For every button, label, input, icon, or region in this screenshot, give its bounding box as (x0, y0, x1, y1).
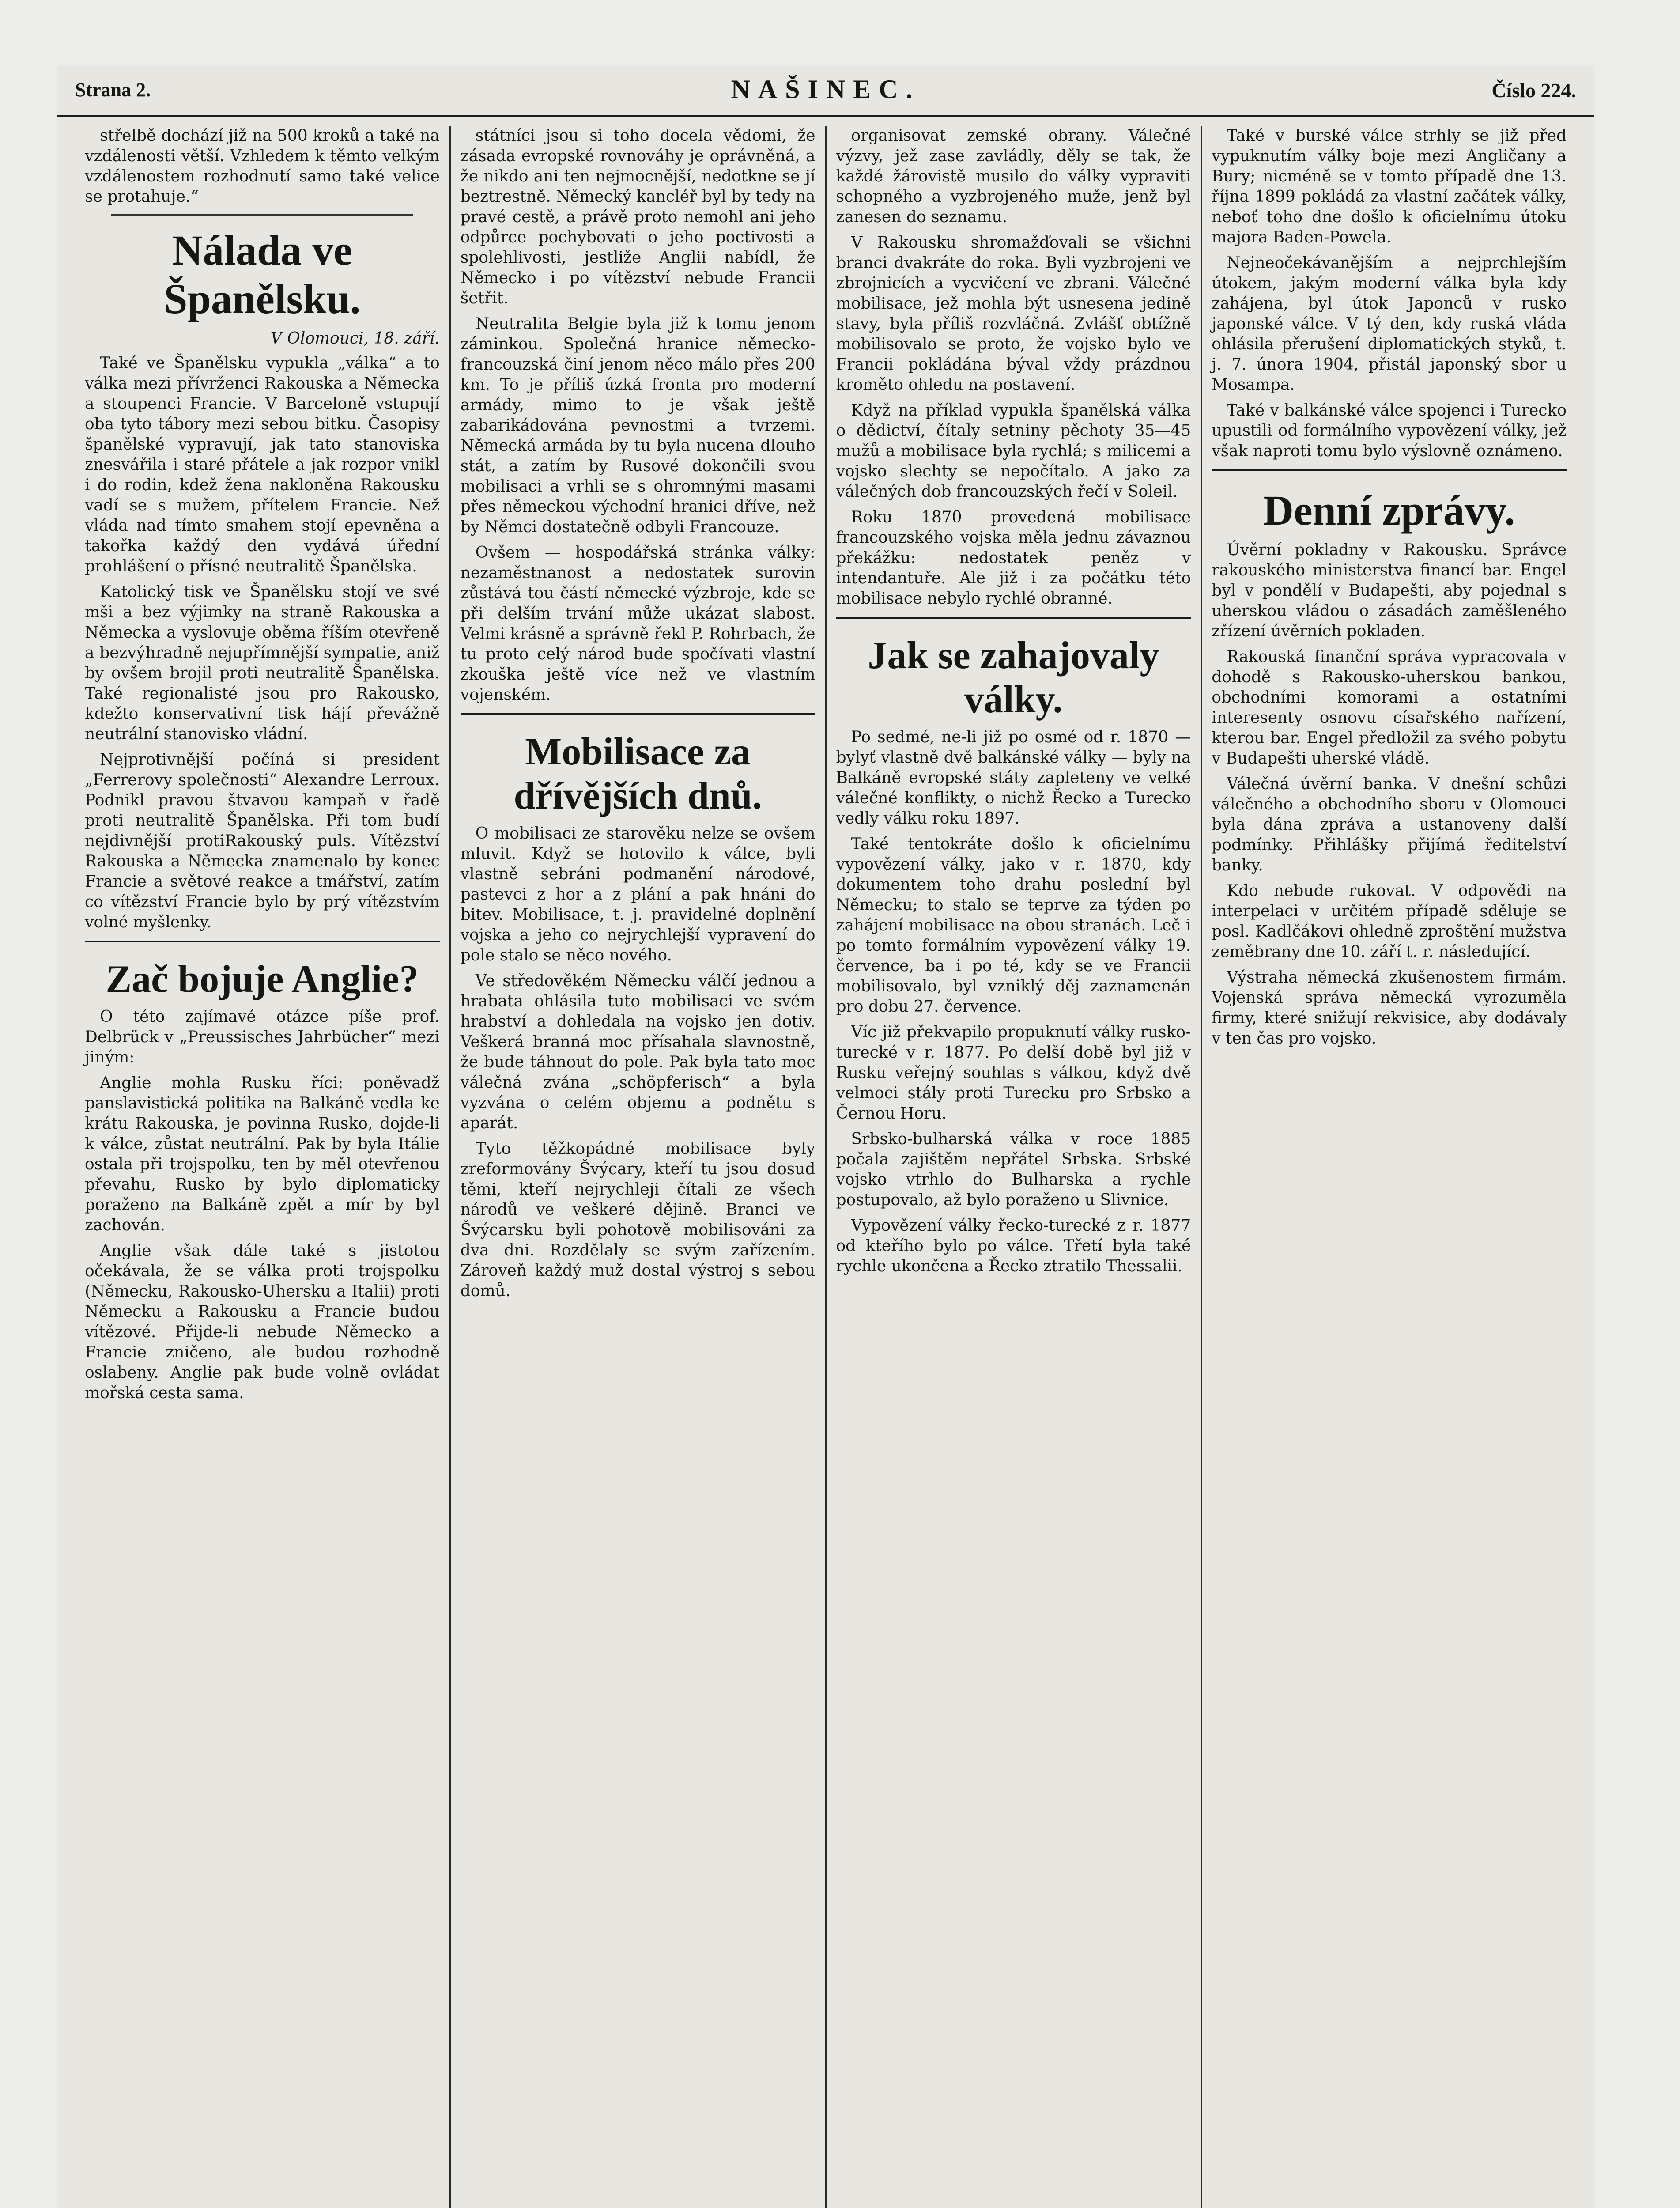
issue-number: Číslo 224. (1491, 79, 1576, 102)
article-text: Po sedmé, ne-li již po osmé od r. 1870 — bylyť vlastně dvě balkánské války — byly na Balkáně evropské státy zapleteny ve velké válečné konflikty, o nichž Řecko a Turecko vedly válku roku 1897. (836, 728, 1191, 828)
article-text: Anglie mohla Rusku říci: poněvadž panslavistická politika na Balkáně vedla ke krátu Rakouska, je povinna Rusko, dojde-li k válce, zůstat neutrální. Pak by byla Itálie ostala při trojspolku, ten by měl otevřenou převahu, Rusko by bylo diplomaticky poraženo na Balkáně zpět a mír by byl zachován. (85, 1074, 440, 1234)
article-text: Také v balkánské válce spojenci i Turecko upustili od formálního vypovězení války, jež však naproti tomu bylo výslovně oznámeno. (1212, 401, 1567, 460)
article-text: Ve středověkém Německu válčí jednou a hrabata ohlásila tuto mobilisaci ve svém hrabství a dohledala na vojsko jen dotiv. Veškerá branná moc přísahala slavnostně, že bude táhnout do pole. Pak byla tato moc válečná zvána „schöpferisch“ a byla vyzvána o celém objemu a podnětu s aparát. (460, 972, 815, 1132)
article-text: organisovat zemské obrany. Válečné výzvy, jež zase zavládly, děly se tak, že každé žárovistě musilo do války vypraviti schopného a vyzbrojeného muže, jenž byl zanesen do seznamu. (836, 127, 1191, 226)
section-box (1212, 469, 1567, 535)
article-text: Také v burské válce strhly se již před vypuknutím války boje mezi Angličany a Bury; nicméně se v tomto případě dne 13. října 1899 pokládá za vlastní začátek války, neboť toho dne došlo k oficielnímu útoku majora Baden-Powela. (1212, 127, 1567, 246)
article-text: O mobilisaci ze starověku nelze se ovšem mluvit. Když se hotovilo k válce, byli vlastně sebráni podmanění národové, pastevci z hor a z plání a pak hnáni do bitev. Mobilisace, t. j. pravidelné doplnění vojska a jeho co nejrychlejší vypravení do pole stalo se něco nového. (460, 824, 815, 964)
article-text: Víc již překvapilo propuknutí války rusko-turecké v r. 1877. Po delší době byl již v Rusku veřejný souhlas s válkou, když dvě velmoci stály proti Turecku pro Srbsko a Černou Horu. (836, 1023, 1191, 1123)
article-text: Anglie však dále také s jistotou očekávala, že se válka proti trojspolku (Německu, Rakousko-Uhersku a Italii) proti Německu a Rakousku a Francie budou vítězové. Přijde-li nebude Německo a Francie zničeno, ale budou rozhodně oslabeny. Anglie pak bude volně ovládat mořská cesta sama. (85, 1242, 440, 1402)
article-text: Srbsko-bulharská válka v roce 1885 počala zajištěm nepřátel Srbska. Srbské vojsko vtrhlo do Bulharska a rychle postupovalo, až bylo poraženo u Slivnice. (836, 1130, 1191, 1209)
column-3 (827, 126, 1202, 2208)
article-text: Výstraha německá zkušenostem firmám. Vojenská správa německá vyrozuměla firmy, které snižují rekvisice, aby dodávaly v ten čas pro vojsko. (1212, 968, 1567, 1047)
article-text: Také tentokráte došlo k oficielnímu vypovězení války, jako v r. 1870, kdy dokumentem toho drahu poslední byl Německu; to stalo se teprve za týden po zahájení mobilisace na obou stranách. Leč i po tomto formálním vypovězení války 19. července, ba i po té, kdy se ve Francii mobilisovalo, byl vzniklý děj zaznamenán pro dobu 27. července. (836, 835, 1191, 1016)
section-box (85, 941, 440, 1002)
masthead (57, 66, 1594, 117)
page-number: Strana 2. (75, 79, 151, 101)
article-text: Roku 1870 provedená mobilisace francouzského vojska měla jednu závaznou překážku: nedostatek peněz v intendantuře. Ale již i za počátku této mobilisace nebylo rychlé obranné. (836, 508, 1191, 608)
column-4 (1202, 126, 1576, 2208)
headline-denni-zpravy: Denní zprávy. (1263, 487, 1515, 534)
column-2 (451, 126, 827, 2208)
article-text: Když na příklad vypukla španělská válka o dědictví, čítaly setniny pěchoty 35—45 mužů a mobilisace byla rychlá; s milicemi a vojsko slechty se nepočítalo. A jako za válečných dob francouzských řečí v Soleil. (836, 401, 1191, 501)
article-text: O této zajímavé otázce píše prof. Delbrück v „Preussisches Jahrbücher“ mezi jiným: (85, 1008, 440, 1066)
headline-valky: Jak se zahajovaly války. (868, 634, 1159, 721)
dateline: V Olomouci, 18. září. (270, 329, 440, 348)
column-1 (75, 126, 451, 2208)
newspaper-title: NAŠINEC. (731, 75, 921, 104)
article-text: Válečná úvěrní banka. V dnešní schůzi válečného a obchodního sboru v Olomouci byla dána zpráva a ustanoveny další podmínky. Přihlášky přijímá ředitelství banky. (1212, 775, 1567, 874)
article-columns (75, 126, 1576, 2208)
section-box (461, 713, 815, 818)
headline-nalada: Nálada ve Španělsku. (164, 227, 361, 322)
article-text: Katolický tisk ve Španělsku stojí ve své mši a bez výjimky na straně Rakouska a Německa a vyslovuje oběma říším otevřeně a bezvýhradně nejupřímnější sympatie, aniž by ovšem brojil proti neutralitě Španělska. Také regionalisté jsou pro Rakousko, kdežto konservativní tisk hájí převážně neutrální stanovisko vládní. (85, 583, 440, 743)
article-text: Nejprotivnější počíná si president „Ferrerovy společnosti“ Alexandre Lerroux. Podnikl pravou štvavou kampaň v řadě proti neutralitě Španělska. Při tom budí nejdivnější protiRakouský puls. Vítězství Rakouska a Německa znamenalo by konec Francie a světové reakce a tmářství, zatím co vítězství Francie bylo by prý vítězstvím volné myšlenky. (85, 751, 440, 931)
article-text: Nejneočekávanějším a nejprchlejším útokem, jakým moderní válka byla kdy zahájena, byl útok Japonců v rusko japonské válce. V tý den, kdy ruská vláda ohlásila přerušení diplomatických styků, t. j. 7. února 1904, přistál japonský sbor u Mosampa. (1212, 254, 1567, 394)
article-text: Úvěrní pokladny v Rakousku. Správce rakouského ministerstva financí bar. Engel byl v pondělí v Budapešti, aby pojednal s uherskou vládou o zásadách zaměšleného zřízení úvěrních pokladen. (1212, 541, 1567, 640)
article-text: státníci jsou si toho docela vědomi, že zásada evropské rovnováhy je oprávněná, a že nikdo ani ten nejmocnější, nedotkne se jí beztrestně. Německý kancléř byl by tedy na pravé cestě, a právě proto nemohl ani jeho odpůrce pochybovati o jeho poctivosti a spolehlivosti, jestliže Anglii nabídl, že Německo i po vítězství nebude Francii šetřit. (460, 127, 815, 307)
headline-mobilisace: Mobilisace za dřívějších dnů. (513, 730, 762, 817)
article-text: Tyto těžkopádné mobilisace byly zreformovány Švýcary, kteří tu jsou dosud těmi, kteří nejrychleji čítali ze všech národů ve veškeré dějině. Branci ve Švýcarsku byli pohotově mobilisováni za dva dni. Rozdělaly se svým zařízením. Zároveň každý muž dostal výstroj s sebou domů. (460, 1140, 815, 1300)
divider (111, 214, 413, 216)
article-text: Rakouská finanční správa vypracovala v dohodě s Rakousko-uherskou bankou, obchodními komorami a ostatními interesenty osnovu císařského nařízení, kterou bar. Engel předložil za svého pobytu v Budapešti uherské vládě. (1212, 648, 1567, 768)
article-text: střelbě dochází již na 500 kroků a také na vzdálenosti větší. Vzhledem k těmto velkým vzdálenostem rozhodnutí samo také velice se protahuje.“ (85, 127, 440, 206)
article-text: Vypovězení války řecko-turecké z r. 1877 od kteřího bylo po válce. Třetí byla také rychle ukončena a Řecko ztratilo Thessalii. (836, 1217, 1191, 1275)
article-text: Neutralita Belgie byla již k tomu jenom záminkou. Společná hranice německo-francouzská činí jenom něco málo přes 200 km. To je příliš úzká fronta pro moderní armády, mimo to je však ještě zabarikádována pevnostmi a tvrzemi. Německá armáda by tu byla nucena dlouho stát, a zatím by Rusové dokončili svou mobilisaci a vrhli se s ohromnými masami přes německou východní hranici dříve, než by Němci dostatečně odbyli Francouze. (460, 315, 815, 536)
headline-anglie: Zač bojuje Anglie? (106, 958, 419, 1001)
article-text: Kdo nebude rukovat. V odpovědi na interpelaci v určitém případě sděluje se posl. Kadlčákovi ohledně zproštění mužstva zeměbrany dne 10. září t. r. následující. (1212, 882, 1567, 961)
article-text: Také ve Španělsku vypukla „válka“ a to válka mezi přívrženci Rakouska a Německa a stoupenci Francie. V Barceloně vstupují oba tyto tábory mezi sebou bitku. Časopisy španělské vypravují, jak tato stanoviska znesvářila i staré přátele a jak rozpor vnikl i do rodin, kdež žena nakloněna Rakousku vadí se s mužem, přítelem Francie. Než vláda nad tímto smahem stojí epevněna a takořka každý den vydává úřední prohlášení o přísné neutralitě Španělska. (85, 354, 440, 575)
article-text: V Rakousku shromažďovali se všichni branci dvakráte do roka. Byli vyzbrojeni ve zbrojnicích a vycvičení ve zbrani. Válečné mobilisace, jež mohla být usnesena jedině stavy, byla příliš rozvláčná. Zvlášť obtížně mobilisovalo se proto, že vojsko bylo ve Francii pokládána býval vždy prázdnou kroměto ohledu na postavení. (836, 234, 1191, 394)
section-box (836, 617, 1191, 722)
article-text: Ovšem — hospodářská stránka války: nezaměstnanost a nedostatek surovin zůstává tou částí německé výzbroje, kde se při delším trvání může ukázat slabost. Velmi krásně a správně řekl P. Rohrbach, že tu proto celý národ bude spočívati vlastní zkouška ještě více než ve vlastním vojenském. (460, 544, 815, 704)
newspaper-page (57, 66, 1594, 2208)
